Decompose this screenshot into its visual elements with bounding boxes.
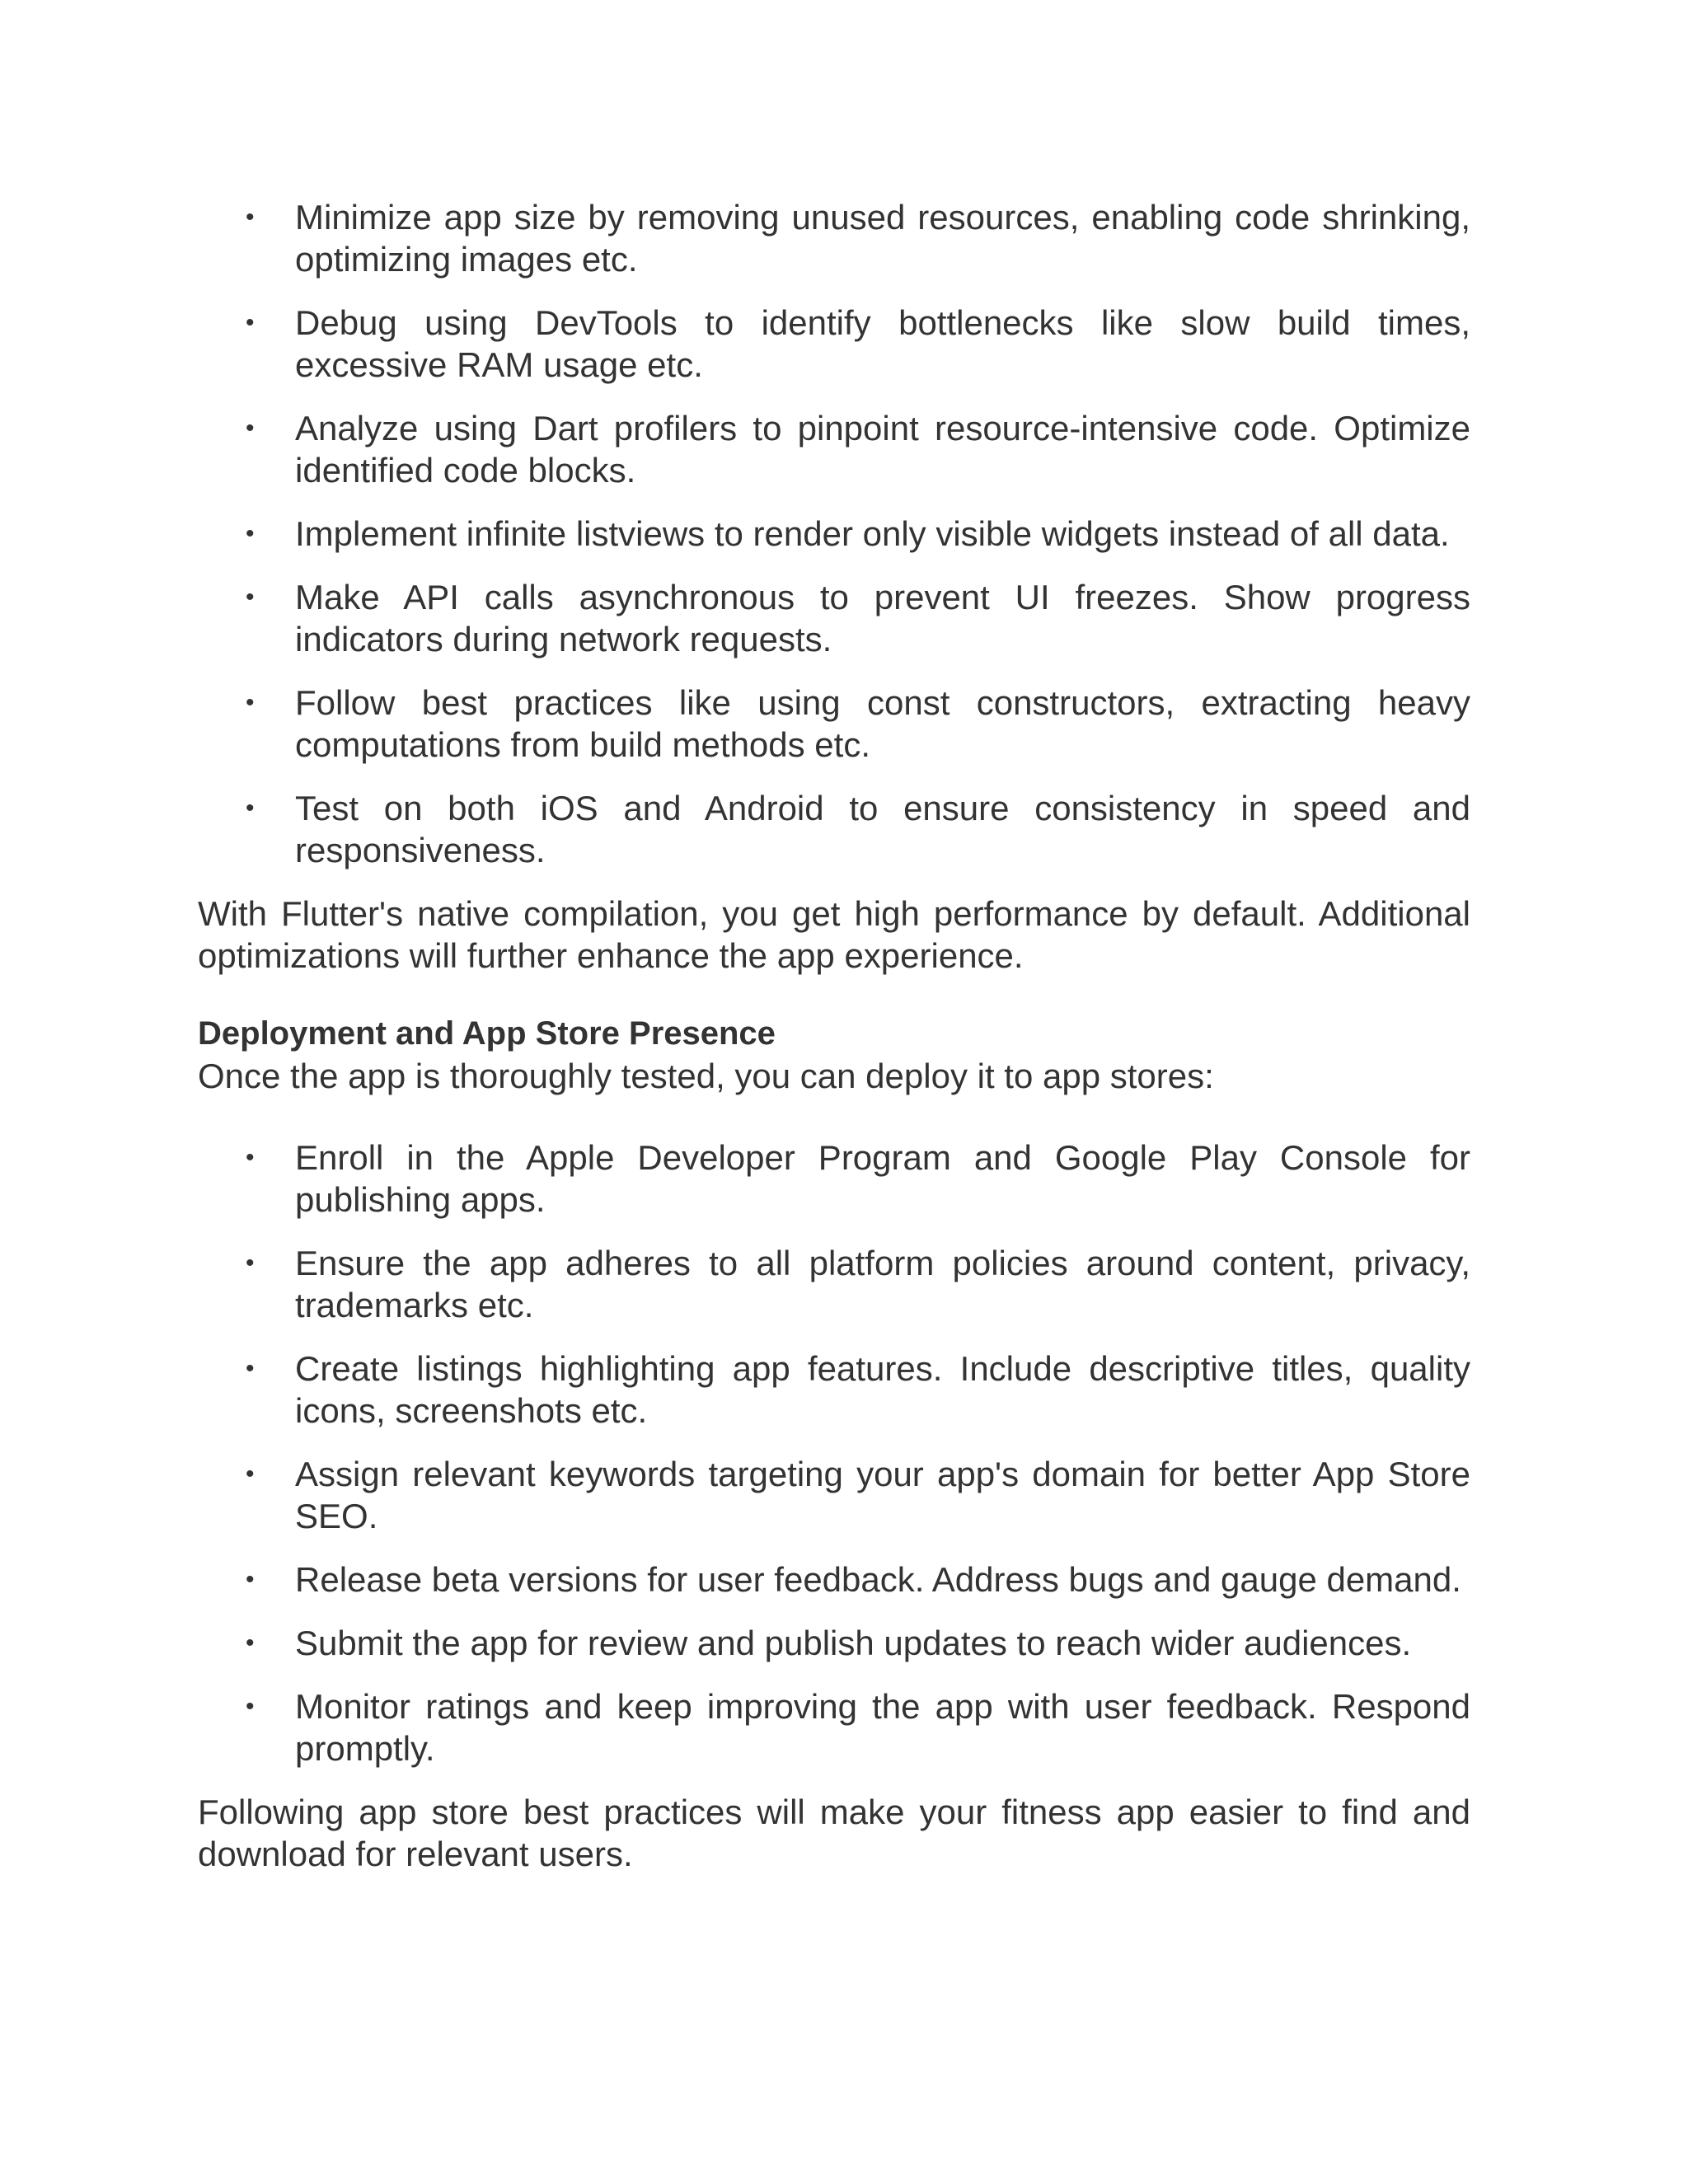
list-item-text: Assign relevant keywords targeting your app's domain for better App Store SEO. — [295, 1455, 1470, 1535]
closing-paragraph: Following app store best practices will make your fitness app easier to find and download for relevant users. — [198, 1793, 1470, 1873]
list-item — [246, 1622, 1470, 1664]
deployment-steps-list — [198, 1137, 1470, 1769]
bullet-icon: • — [246, 520, 255, 547]
bullet-icon: • — [246, 415, 255, 442]
list-item-text: Minimize app size by removing unused resources, enabling code shrinking, optimizing images etc. — [295, 198, 1470, 279]
list-item-text: Implement infinite listviews to render only visible widgets instead of all data. — [295, 514, 1450, 553]
bullet-icon: • — [246, 1629, 255, 1657]
document-page — [198, 196, 1470, 1875]
bullet-icon: • — [246, 1249, 255, 1277]
bullet-icon: • — [246, 1460, 255, 1488]
list-item-text: Monitor ratings and keep improving the app with user feedback. Respond promptly. — [295, 1687, 1470, 1768]
list-item — [246, 1137, 1470, 1221]
list-item-text: Debug using DevTools to identify bottlenecks like slow build times, excessive RAM usage etc. — [295, 303, 1470, 384]
bullet-icon: • — [246, 794, 255, 822]
performance-summary-paragraph: With Flutter's native compilation, you get high performance by default. Additional optimizations will further enhance the app experience. — [198, 894, 1470, 975]
list-item-text: Make API calls asynchronous to prevent UI freezes. Show progress indicators during network requests. — [295, 578, 1470, 658]
list-item-text: Submit the app for review and publish updates to reach wider audiences. — [295, 1624, 1412, 1662]
list-item-text: Analyze using Dart profilers to pinpoint resource-intensive code. Optimize identified code blocks. — [295, 409, 1470, 490]
section-intro-paragraph: Once the app is thoroughly tested, you can deploy it to app stores: — [198, 1057, 1214, 1095]
list-item — [246, 787, 1470, 871]
section-heading: Deployment and App Store Presence — [198, 1015, 776, 1052]
list-item — [246, 196, 1470, 280]
list-item — [246, 407, 1470, 491]
list-item — [246, 1347, 1470, 1432]
list-item-text: Follow best practices like using const constructors, extracting heavy computations from build methods etc. — [295, 683, 1470, 764]
bullet-icon: • — [246, 583, 255, 611]
bullet-icon: • — [246, 1566, 255, 1593]
list-item-text: Ensure the app adheres to all platform policies around content, privacy, trademarks etc. — [295, 1244, 1470, 1324]
list-item — [246, 302, 1470, 386]
bullet-icon: • — [246, 204, 255, 231]
list-item — [246, 1453, 1470, 1537]
bullet-icon: • — [246, 1693, 255, 1720]
list-item-text: Release beta versions for user feedback. Address bugs and gauge demand. — [295, 1560, 1461, 1599]
list-item — [246, 682, 1470, 766]
bullet-icon: • — [246, 309, 255, 336]
list-item-text: Test on both iOS and Android to ensure consistency in speed and responsiveness. — [295, 789, 1470, 869]
list-item — [246, 1242, 1470, 1326]
list-item-text: Enroll in the Apple Developer Program and Google Play Console for publishing apps. — [295, 1138, 1470, 1219]
list-item — [246, 1685, 1470, 1769]
list-item — [246, 1558, 1470, 1601]
performance-tips-list — [198, 196, 1470, 871]
bullet-icon: • — [246, 1144, 255, 1171]
list-item — [246, 513, 1470, 555]
list-item-text: Create listings highlighting app features. Include descriptive titles, quality icons, screenshots etc. — [295, 1349, 1470, 1430]
bullet-icon: • — [246, 689, 255, 716]
list-item — [246, 576, 1470, 660]
bullet-icon: • — [246, 1355, 255, 1382]
